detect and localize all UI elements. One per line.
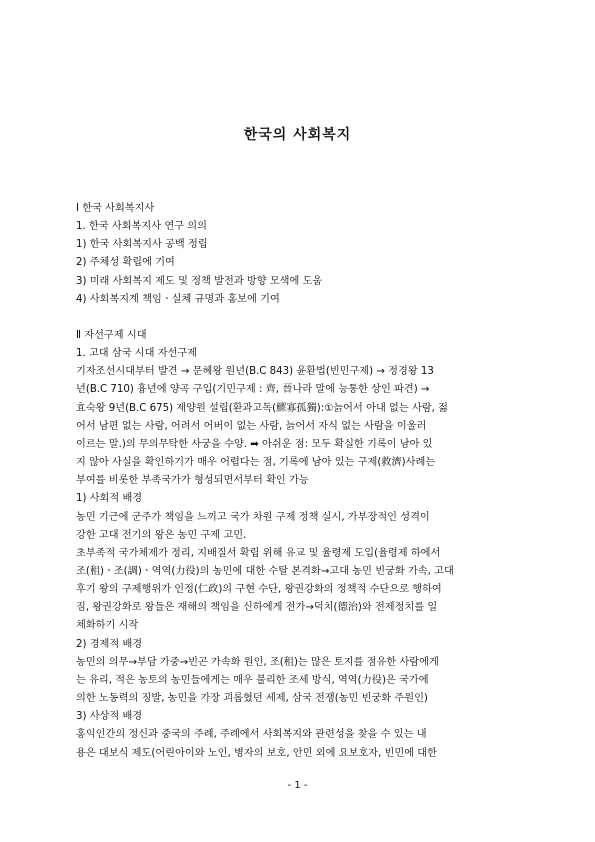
list-item: 3) 미래 사회복지 제도 및 정책 발전과 방향 모색에 도움	[76, 275, 323, 287]
paragraph-line: 용은 대보식 제도(어린아이와 노인, 병자의 보호, 안민 외에 요보호자, 빈민에 대한	[76, 747, 437, 759]
paragraph-line: 홍익인간의 정신과 중국의 주례, 주례에서 사회복지와 관련성을 찾을 수 있는 내	[76, 729, 427, 741]
paragraph-line: 효숙왕 9년(B.C 675) 제양원 설립(환과고독(鰥寡孤獨):①늙어서 아내 없는 사람, 젊	[76, 402, 448, 414]
paragraph-line: 이르는 말.)의 무의무탁한 사궁을 수양. ➡ 아쉬운 점: 모두 확실한 기록이 남아 있	[76, 438, 433, 450]
page-title: 한국의 사회복지	[243, 127, 352, 143]
paragraph-line: 지 않아 사실을 확인하기가 매우 어렵다는 점, 기록에 남아 있는 구제(救濟)사례는	[76, 457, 436, 469]
section-heading-history: Ⅰ 한국 사회복지사	[76, 203, 155, 214]
subheading-social-background: 1) 사회적 배경	[76, 493, 143, 505]
paragraph-line: 의한 노동력의 징발, 농민을 가장 괴롭혔던 세제, 삼국 전쟁(농민 빈궁화 주원인)	[76, 693, 428, 705]
list-item: 2) 주체성 확립에 기여	[76, 257, 175, 269]
paragraph-line: 년(B.C 710) 흉년에 양곡 구입(기민구제 : 齊, 晉나라 말에 능통한 상인 파견) →	[76, 384, 430, 396]
paragraph-line: 짐, 왕권강화로 왕들은 재해의 책임을 신하에게 전가→덕치(德治)와 전제정치를 일	[76, 602, 438, 614]
paragraph-line: 는 유리, 적은 농토의 농민들에게는 매우 불리한 조세 방식, 역역(力役)은 국가에	[76, 674, 429, 686]
subheading-economic-background: 2) 경제적 배경	[76, 638, 143, 650]
subheading-ideological-background: 3) 사상적 배경	[76, 711, 143, 723]
paragraph-line: 초부족적 국가체제가 정리, 지배질서 확립 위해 유교 및 율령제 도입(율령제 하에서	[76, 547, 441, 559]
document-body	[76, 200, 508, 763]
paragraph-line: 후기 왕의 구제행위가 인정(仁政)의 구현 수단, 왕권강화의 정책적 수단으로 행하여	[76, 584, 442, 596]
page-number: - 1 -	[287, 780, 308, 791]
paragraph-line: 농민 기근에 군주가 책임을 느끼고 국가 차원 구제 정책 실시, 가부장적인 성격이	[76, 511, 430, 523]
paragraph-line: 부여를 비롯한 부족국가가 형성되면서부터 확인 가능	[76, 475, 309, 487]
list-item: 1) 한국 사회복지사 공백 정립	[76, 239, 208, 251]
list-item: 4) 사회복지계 책임ㆍ실체 규명과 홍보에 기여	[76, 293, 280, 305]
paragraph-line: 기자조선시대부터 발견 → 문혜왕 원년(B.C 843) 윤환법(빈민구제) → 정경왕 13	[76, 366, 434, 378]
paragraph-line: 체화하기 시작	[76, 620, 139, 632]
section-heading-charity-era: Ⅱ 자선구제 시대	[76, 329, 147, 341]
paragraph-line: 강한 고대 전기의 왕은 농민 구제 고민.	[76, 529, 247, 541]
paragraph-line: 조(租)ㆍ조(調)ㆍ역역(力役)의 농민에 대한 수탈 본격화→고대 농민 빈궁화 가속, 고대	[76, 565, 454, 577]
paragraph-line: 농민의 의무→부담 가중→빈곤 가속화 원인, 조(租)는 많은 토지를 점유한 사람에게	[76, 656, 439, 668]
section-spacer	[76, 309, 508, 327]
paragraph-line: 어서 남편 없는 사람, 어려서 어버이 없는 사람, 늙어서 자식 없는 사람을 이울러	[76, 420, 427, 432]
subsection-heading-research: 1. 한국 사회복지사 연구 의의	[76, 221, 207, 233]
subsection-heading-ancient: 1. 고대 삼국 시대 자선구제	[76, 348, 198, 360]
